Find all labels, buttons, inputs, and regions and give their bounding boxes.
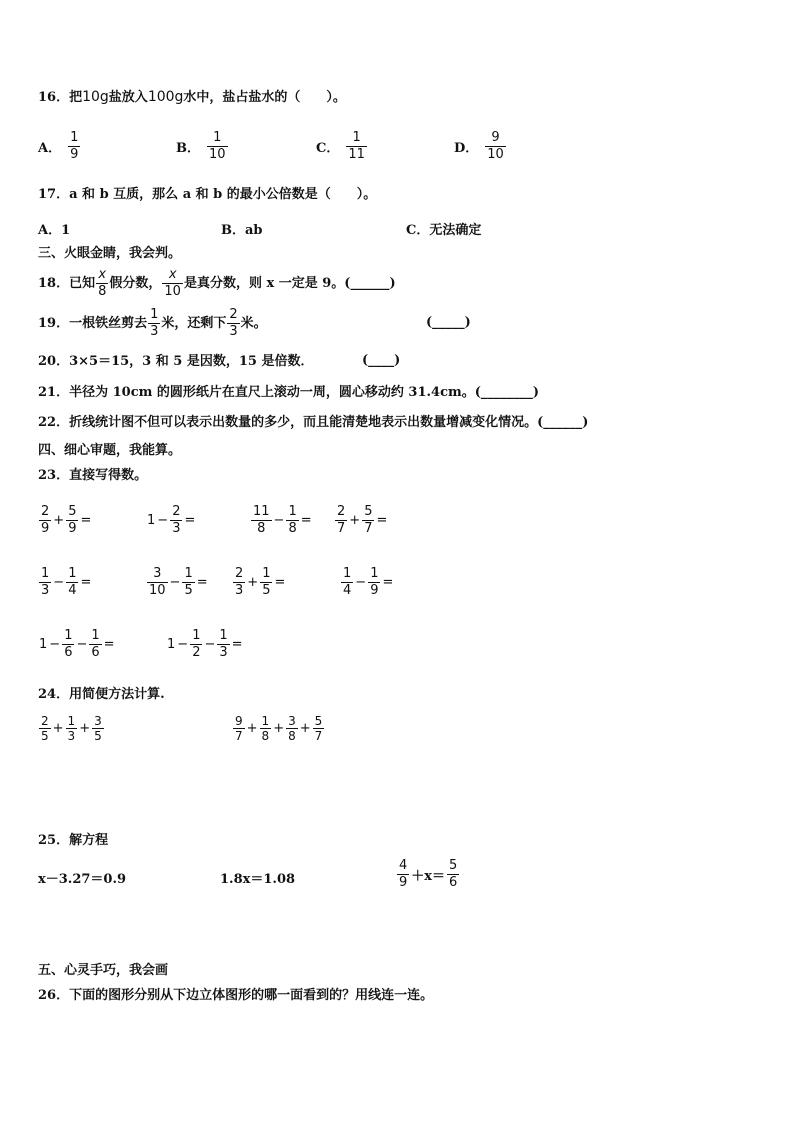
math-operator: 1 bbox=[167, 637, 176, 652]
fraction-numerator: 5 bbox=[68, 504, 77, 519]
question-18 bbox=[38, 266, 396, 302]
fraction-numerator: x bbox=[162, 267, 183, 284]
question-26: 26．下面的图形分别从下边立体图形的哪一面看到的？用线连一连。 bbox=[38, 988, 434, 1003]
q25-equation-1: x－3.27＝0.9 bbox=[38, 872, 127, 887]
q19-fraction-2 bbox=[227, 307, 239, 340]
q16-suffix: 水中，盐占盐水的（ ）。 bbox=[183, 90, 346, 105]
q18-prefix: 18．已知 bbox=[38, 276, 96, 291]
math-operator: + bbox=[79, 721, 91, 736]
fraction-numerator: 1 bbox=[150, 307, 159, 322]
q19-answer-blank[interactable]: (_____) bbox=[426, 315, 471, 330]
fraction-numerator: 1 bbox=[184, 566, 193, 581]
fraction bbox=[286, 504, 298, 537]
math-operator: = bbox=[80, 575, 92, 590]
fraction-numerator: 2 bbox=[229, 307, 238, 322]
math-operator: − bbox=[204, 637, 216, 652]
q23-expr-2-1 bbox=[38, 566, 92, 599]
math-operator: − bbox=[169, 575, 181, 590]
fraction bbox=[447, 858, 459, 891]
fraction bbox=[190, 628, 202, 661]
fraction-numerator: 2 bbox=[41, 714, 49, 728]
q16-amount-1: 10g bbox=[82, 89, 109, 105]
fraction-denominator: 8 bbox=[288, 729, 296, 743]
option-label: B． bbox=[176, 141, 200, 156]
fraction-numerator: 5 bbox=[364, 504, 373, 519]
fraction-numerator: 1 bbox=[64, 628, 73, 643]
fraction-denominator: 10 bbox=[149, 583, 166, 598]
q19-suffix: 米。 bbox=[240, 316, 267, 331]
fraction bbox=[147, 566, 168, 599]
fraction bbox=[170, 504, 182, 537]
fraction bbox=[92, 714, 104, 743]
fraction-numerator: 3 bbox=[288, 714, 296, 728]
fraction-numerator: 2 bbox=[41, 504, 50, 519]
q23-expr-1-2 bbox=[146, 504, 196, 537]
section-3-heading: 三、火眼金睛，我会判。 bbox=[38, 246, 182, 261]
fraction-denominator: 3 bbox=[41, 583, 50, 598]
math-operator: − bbox=[49, 637, 61, 652]
math-operator: + bbox=[349, 513, 361, 528]
q24-expr-1 bbox=[38, 714, 105, 743]
q25-equation-3 bbox=[396, 858, 460, 891]
fraction bbox=[362, 504, 374, 537]
math-operator: + bbox=[53, 513, 65, 528]
question-16-stem bbox=[38, 88, 346, 107]
fraction-numerator: 1 bbox=[343, 566, 352, 581]
q17-option-b[interactable]: B．ab bbox=[221, 223, 263, 238]
option-label: C． bbox=[316, 141, 340, 156]
fraction-numerator: 2 bbox=[337, 504, 346, 519]
fraction bbox=[251, 504, 272, 537]
fraction bbox=[260, 714, 272, 743]
q17-option-a[interactable]: A．1 bbox=[38, 223, 71, 238]
fraction-denominator: 5 bbox=[262, 583, 271, 598]
fraction-numerator: x bbox=[96, 267, 108, 284]
fraction-denominator: 6 bbox=[91, 645, 100, 660]
fraction-denominator: 3 bbox=[219, 645, 228, 660]
math-operator: 1 bbox=[147, 513, 156, 528]
fraction-numerator: 3 bbox=[94, 714, 102, 728]
fraction-denominator: 8 bbox=[98, 284, 107, 299]
fraction-numerator: 9 bbox=[235, 714, 243, 728]
fraction-numerator: 5 bbox=[314, 714, 323, 728]
fraction-numerator: 11 bbox=[253, 504, 270, 519]
q18-suffix: 是真分数，则 x 一定是 9。(______) bbox=[183, 276, 396, 291]
fraction-denominator: 9 bbox=[370, 583, 379, 598]
fraction-denominator: 8 bbox=[288, 521, 297, 536]
fraction-denominator: 7 bbox=[337, 521, 346, 536]
q18-fraction-2 bbox=[162, 267, 183, 300]
fraction-denominator: 5 bbox=[94, 729, 102, 743]
fraction-numerator: 1 bbox=[346, 130, 367, 147]
q16-option-c[interactable] bbox=[316, 130, 368, 163]
option-fraction bbox=[68, 130, 80, 163]
fraction bbox=[39, 504, 51, 537]
fraction bbox=[182, 566, 194, 599]
math-operator: = bbox=[376, 513, 388, 528]
fraction-denominator: 7 bbox=[314, 729, 323, 743]
q23-expr-1-3 bbox=[250, 504, 313, 537]
fraction-numerator: 1 bbox=[288, 504, 297, 519]
fraction-denominator: 8 bbox=[257, 521, 266, 536]
fraction-denominator: 3 bbox=[235, 583, 244, 598]
fraction-numerator: 2 bbox=[235, 566, 244, 581]
fraction bbox=[233, 566, 245, 599]
q17-option-c[interactable]: C．无法确定 bbox=[406, 223, 482, 238]
question-20: 20．3×5＝15，3 和 5 是因数，15 是倍数． bbox=[38, 354, 314, 369]
fraction-numerator: 1 bbox=[70, 130, 79, 145]
fraction-denominator: 10 bbox=[209, 147, 226, 162]
fraction-denominator: 8 bbox=[261, 729, 270, 743]
fraction-denominator: 4 bbox=[343, 583, 352, 598]
math-operator: = bbox=[196, 575, 208, 590]
option-fraction bbox=[346, 130, 367, 163]
q19-mid: 米，还剩下 bbox=[161, 316, 227, 331]
q16-option-d[interactable] bbox=[454, 130, 507, 163]
q18-mid: 假分数， bbox=[109, 276, 162, 291]
fraction-denominator: 2 bbox=[192, 645, 201, 660]
q23-expr-2-4 bbox=[340, 566, 394, 599]
math-operator: − bbox=[76, 637, 88, 652]
fraction-denominator: 9 bbox=[399, 875, 408, 890]
fraction bbox=[89, 628, 101, 661]
q23-expr-2-2 bbox=[146, 566, 209, 599]
math-operator: − bbox=[157, 513, 169, 528]
fraction-denominator: 3 bbox=[150, 324, 159, 339]
fraction bbox=[260, 566, 272, 599]
math-operator: = bbox=[184, 513, 196, 528]
fraction bbox=[66, 504, 78, 537]
fraction-denominator: 11 bbox=[348, 147, 365, 162]
fraction-numerator: 3 bbox=[147, 566, 168, 583]
fraction-denominator: 6 bbox=[449, 875, 458, 890]
fraction-denominator: 3 bbox=[172, 521, 181, 536]
fraction bbox=[341, 566, 353, 599]
fraction-numerator: 1 bbox=[91, 628, 100, 643]
math-operator: + bbox=[52, 721, 64, 736]
fraction-denominator: 5 bbox=[184, 583, 193, 598]
math-operator: − bbox=[177, 637, 189, 652]
q16-prefix: 16．把 bbox=[38, 90, 83, 105]
fraction bbox=[62, 628, 74, 661]
fraction bbox=[233, 714, 245, 743]
q24-expr-2 bbox=[232, 714, 325, 743]
q19-fraction-1 bbox=[148, 307, 160, 340]
math-operator: + bbox=[247, 575, 259, 590]
fraction-denominator: 9 bbox=[70, 147, 79, 162]
math-operator: − bbox=[355, 575, 367, 590]
fraction-denominator: 9 bbox=[41, 521, 50, 536]
section-5-heading: 五、心灵手巧，我会画 bbox=[38, 963, 169, 978]
math-operator: = bbox=[80, 513, 92, 528]
math-operator: 1 bbox=[39, 637, 48, 652]
fraction-numerator: 9 bbox=[485, 130, 506, 147]
fraction bbox=[286, 714, 298, 743]
question-24-title bbox=[38, 686, 165, 704]
option-label: A． bbox=[38, 141, 62, 156]
math-operator: ＋x＝ bbox=[411, 869, 446, 884]
q16-mid: 盐放入 bbox=[108, 90, 148, 105]
fraction-denominator: 3 bbox=[67, 729, 76, 743]
fraction bbox=[39, 566, 51, 599]
fraction bbox=[66, 714, 78, 743]
option-fraction bbox=[207, 130, 228, 163]
q16-option-a[interactable] bbox=[38, 130, 81, 163]
math-operator: + bbox=[273, 721, 285, 736]
fraction-numerator: 4 bbox=[399, 858, 408, 873]
fraction-numerator: 1 bbox=[68, 566, 77, 581]
fraction-numerator: 1 bbox=[262, 566, 271, 581]
math-operator: = bbox=[382, 575, 394, 590]
math-operator: = bbox=[274, 575, 286, 590]
fraction-denominator: 7 bbox=[235, 729, 243, 743]
question-25-title: 25．解方程 bbox=[38, 833, 109, 848]
math-operator: − bbox=[53, 575, 65, 590]
question-17-stem: 17．a 和 b 互质，那么 a 和 b 的最小公倍数是（ ）。 bbox=[38, 187, 377, 202]
fraction-numerator: 5 bbox=[449, 858, 458, 873]
question-19 bbox=[38, 306, 267, 342]
fraction-numerator: 1 bbox=[370, 566, 379, 581]
fraction bbox=[217, 628, 229, 661]
q19-prefix: 19．一根铁丝剪去 bbox=[38, 316, 148, 331]
option-label: D． bbox=[454, 141, 479, 156]
fraction-numerator: 1 bbox=[192, 628, 201, 643]
fraction-denominator: 5 bbox=[41, 729, 49, 743]
fraction-numerator: 1 bbox=[207, 130, 228, 147]
question-22: 22．折线统计图不但可以表示出数量的多少，而且能清楚地表示出数量增减变化情况。(______) bbox=[38, 415, 589, 430]
q23-expr-2-3 bbox=[232, 566, 286, 599]
q24-title-text: 24．用简便方法计算. bbox=[38, 687, 165, 702]
question-23-title: 23．直接写得数。 bbox=[38, 468, 148, 483]
fraction-denominator: 3 bbox=[229, 324, 238, 339]
math-operator: + bbox=[299, 721, 311, 736]
fraction bbox=[397, 858, 409, 891]
fraction-denominator: 10 bbox=[487, 147, 504, 162]
math-operator: = bbox=[103, 637, 115, 652]
fraction bbox=[39, 714, 51, 743]
fraction-denominator: 6 bbox=[64, 645, 73, 660]
fraction bbox=[335, 504, 347, 537]
q23-expr-3-2 bbox=[166, 628, 244, 661]
question-21: 21．半径为 10cm 的圆形纸片在直尺上滚动一周，圆心移动约 31.4cm。(________) bbox=[38, 385, 540, 400]
fraction bbox=[368, 566, 380, 599]
q20-answer-blank[interactable]: (____) bbox=[362, 353, 401, 368]
q18-fraction-1 bbox=[96, 267, 108, 300]
q16-amount-2: 100g bbox=[147, 89, 184, 105]
math-operator: = bbox=[300, 513, 312, 528]
math-operator: + bbox=[246, 721, 258, 736]
fraction-numerator: 1 bbox=[67, 714, 76, 728]
q25-equation-2: 1.8x＝1.08 bbox=[220, 872, 296, 887]
section-4-heading: 四、细心审题，我能算。 bbox=[38, 443, 182, 458]
q16-option-b[interactable] bbox=[176, 130, 229, 163]
q23-expr-1-1 bbox=[38, 504, 92, 537]
math-operator: − bbox=[273, 513, 285, 528]
fraction bbox=[66, 566, 78, 599]
fraction-numerator: 1 bbox=[219, 628, 228, 643]
fraction-numerator: 2 bbox=[172, 504, 181, 519]
option-fraction bbox=[485, 130, 506, 163]
fraction-numerator: 1 bbox=[41, 566, 50, 581]
fraction-denominator: 9 bbox=[68, 521, 77, 536]
fraction-denominator: 7 bbox=[364, 521, 373, 536]
q23-expr-1-4 bbox=[334, 504, 388, 537]
math-operator: = bbox=[231, 637, 243, 652]
fraction-numerator: 1 bbox=[261, 714, 270, 728]
fraction-denominator: 4 bbox=[68, 583, 77, 598]
fraction-denominator: 10 bbox=[164, 284, 181, 299]
fraction bbox=[313, 714, 325, 743]
q23-expr-3-1 bbox=[38, 628, 116, 661]
